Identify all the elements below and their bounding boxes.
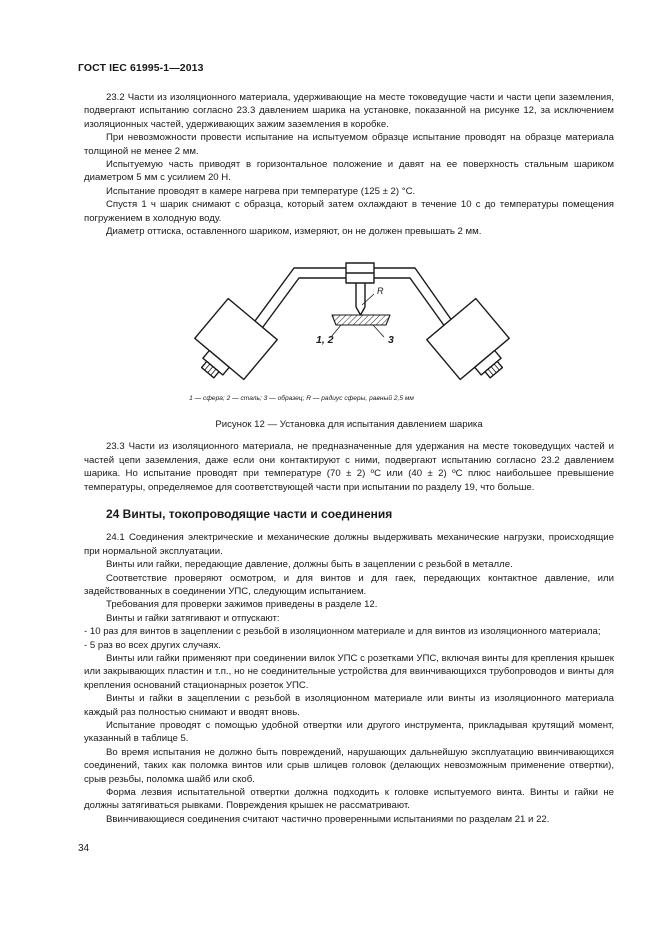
paragraph: Форма лезвия испытательной отвертки должна подходить к головке испытуемого винта. Винты и гайки не должны затягиваться рывками. Повреждения крышек не рассматривают. bbox=[84, 787, 614, 812]
list-item: - 5 раз во всех других случаях. bbox=[84, 639, 221, 651]
label-3: 3 bbox=[388, 334, 394, 347]
paragraph: Диаметр оттиска, оставленного шариком, измеряют, он не должен превышать 2 мм. bbox=[106, 226, 482, 238]
paragraph-24-1: 24.1 Соединения электрические и механические должны выдерживать механические нагрузки, происходящие при нормальной эксплуатации. bbox=[84, 532, 614, 557]
label-r: R bbox=[377, 286, 384, 297]
paragraph: При невозможности провести испытание на испытуемом образце испытание проводят на образце материала толщиной не менее 2 мм. bbox=[84, 132, 614, 157]
label-1-2: 1, 2 bbox=[316, 334, 334, 347]
figure-12 bbox=[84, 243, 614, 390]
paragraph: Винты или гайки применяют при соединении вилок УПС с розетками УПС, включая винты для крепления крышек или закрывающих пластин и т.п., но не соединительные устройства для ввинчивающихся трубопроводов и винты для крепления оснований стационарных розеток УПС. bbox=[84, 652, 614, 691]
document-header: ГОСТ IEC 61995-1—2013 bbox=[78, 62, 204, 74]
section-heading: 24 Винты, токопроводящие части и соединения bbox=[106, 506, 393, 521]
paragraph: Испытание проводят с помощью удобной отвертки или другого инструмента, прикладывая крутящий момент, указанный в таблице 5. bbox=[84, 720, 614, 745]
paragraph: Испытание проводят в камере нагрева при температуре (125 ± 2) °С. bbox=[106, 185, 416, 197]
figure-title: Рисунок 12 — Установка для испытания давлением шарика bbox=[215, 418, 483, 430]
paragraph: Соответствие проверяют осмотром, и для винтов и для гаек, передающих контактное давление, или задействованных в соединении УПС, следующим испытанием. bbox=[84, 572, 614, 597]
page-number: 34 bbox=[78, 843, 90, 854]
paragraph: Испытуемую часть приводят в горизонтальное положение и давят на ее поверхность стальным шариком диаметром 5 мм с усилием 20 Н. bbox=[84, 159, 614, 184]
paragraph: Требования для проверки зажимов приведены в разделе 12. bbox=[106, 599, 378, 611]
list-item: - 10 раз для винтов в зацеплении с резьбой в изоляционном материале и для винтов из изоляционного материала; bbox=[84, 626, 601, 638]
ball-pressure-apparatus-drawing bbox=[84, 243, 614, 390]
paragraph: Винты и гайки затягивают и отпускают: bbox=[106, 612, 280, 624]
paragraph: Спустя 1 ч шарик снимают с образца, который затем охлаждают в течение 10 с до температуры помещения погружением в холодную воду. bbox=[84, 199, 614, 224]
page-content bbox=[84, 91, 614, 826]
paragraph: Во время испытания не должно быть повреждений, нарушающих дальнейшую эксплуатацию ввинчивающихся соединений, таких как поломка винтов или срыв шлицев головок (делающих невозможным применение отвертки), срыв резьбы, поломка шайб или скоб. bbox=[84, 746, 614, 785]
paragraph: Винты и гайки в зацеплении с резьбой в изоляционном материале или винты из изоляционного материала каждый раз полностью снимают и вводят вновь. bbox=[84, 693, 614, 718]
paragraph: Винты или гайки, передающие давление, должны быть в зацеплении с резьбой в металле. bbox=[106, 559, 513, 571]
figure-legend: 1 — сфера; 2 — сталь; 3 — образец; R — радиус сферы, равный 2,5 мм bbox=[189, 395, 414, 403]
paragraph-23-2: 23.2 Части из изоляционного материала, удерживающие на месте токоведущие части и части цепи заземления, подвергают испытанию согласно 23.3 давлением шарика на установке, показанной на рисунке 12, за исключением изоляционных частей, удерживающих зажим заземления в коробке. bbox=[84, 92, 614, 130]
paragraph: Ввинчивающиеся соединения считают частично проверенными испытаниями по разделам 21 и 22. bbox=[106, 813, 550, 825]
paragraph-23-3: 23.3 Части из изоляционного материала, не предназначенные для удержания на месте токоведущих частей и частей цепи заземления, даже если они контактируют с ними, подвергают испытанию согласно 23.2 давлением шарика. Но испытание проводят при температуре (70 ± 2) ºС или (40 ± 2) ºС плюс наибольшее превышение температуры, определяемое для соответствующей части при испытании по разделу 19, что больше. bbox=[84, 441, 614, 493]
